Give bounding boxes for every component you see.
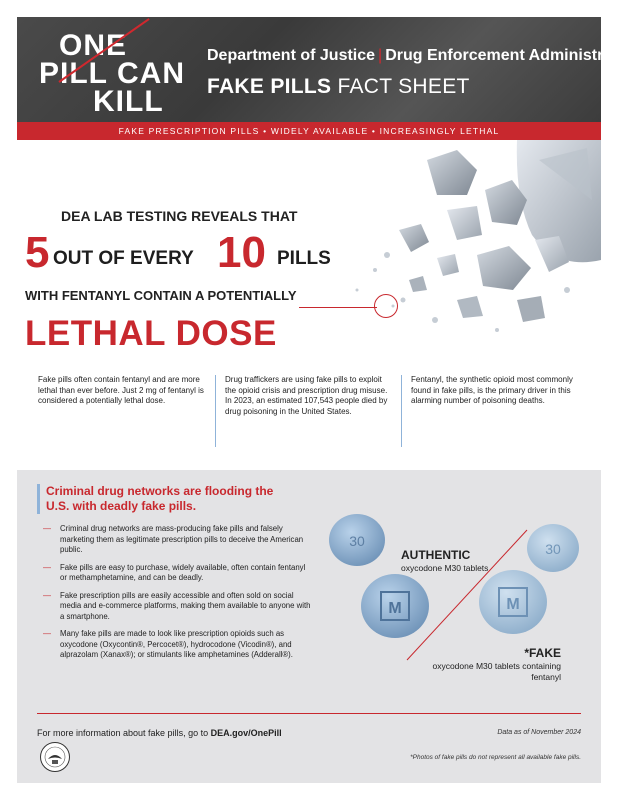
- fact-column-3: Fentanyl, the synthetic opioid most commonly found in fake pills, is the primary driver in this alarming number of poisoning deaths.: [411, 375, 573, 405]
- fact-column-1: Fake pills often contain fentanyl and are more lethal than ever before. Just 2 mg of fentanyl is considered a potentially lethal dose.: [38, 375, 204, 405]
- stat-number-10: 10: [217, 228, 266, 277]
- authentic-sub: oxycodone M30 tablets: [401, 563, 489, 573]
- logo-word: PILL: [39, 57, 108, 90]
- page-title: [207, 75, 470, 99]
- agency-dea: Drug Enforcement Administration: [385, 47, 642, 64]
- hero-section: [17, 140, 601, 370]
- more-info-prefix: For more information about fake pills, go to: [37, 728, 211, 738]
- more-info-link[interactable]: DEA.gov/OnePill: [210, 728, 282, 738]
- logo-word: CAN: [117, 57, 185, 90]
- agency-line: [207, 47, 642, 65]
- logo-word: ONE: [59, 29, 128, 62]
- stat-number-5: 5: [25, 228, 50, 277]
- data-as-of: Data as of November 2024: [497, 729, 581, 736]
- one-pill-can-kill-logo: [39, 29, 189, 118]
- list-item: — Fake pills are easy to purchase, widely available, often contain fentanyl or methamphetamine, and can be deadly.: [43, 563, 313, 584]
- pill-imprint: M: [388, 600, 402, 617]
- title-rest: FACT SHEET: [331, 75, 470, 98]
- list-item: — Fake prescription pills are easily accessible and often sold on social media and e-commerce platforms, making them available to anyone with a smartphone.: [43, 591, 313, 623]
- agency-doj: Department of Justice: [207, 47, 376, 64]
- stat-middle-text: OUT OF EVERY: [53, 248, 194, 269]
- pill-imprint: 30: [545, 541, 561, 557]
- lethal-dose-headline: LETHAL DOSE: [25, 314, 277, 353]
- agency-separator: |: [378, 47, 383, 64]
- dea-seal-icon: [39, 741, 71, 773]
- networks-heading: Criminal drug networks are flooding the U.S. with deadly fake pills.: [37, 484, 297, 514]
- list-item: — Criminal drug networks are mass-producing fake pills and falsely marketing them as legitimate prescription pills to deceive the American public.: [43, 524, 313, 556]
- header-banner: [17, 17, 642, 122]
- fact-column-2: Drug traffickers are using fake pills to exploit the opioid crisis and prescription drug misuse. In 2023, an estimated 107,543 people died by drug poisoning in the United States.: [225, 375, 388, 416]
- pill-imprint: M: [506, 596, 520, 613]
- column-divider: [401, 375, 402, 447]
- hero-subline: WITH FENTANYL CONTAIN A POTENTIALLY: [25, 288, 297, 303]
- callout-circle: [374, 294, 398, 318]
- tagline-bar: FAKE PRESCRIPTION PILLS • WIDELY AVAILABLE • INCREASINGLY LETHAL: [17, 122, 601, 140]
- title-bold: FAKE PILLS: [207, 75, 332, 98]
- stat-end-text: PILLS: [277, 248, 331, 269]
- authentic-label: AUTHENTIC: [401, 548, 471, 562]
- list-item: — Many fake pills are made to look like prescription opioids such as oxycodone (Oxycontin®, Percocet®), hydrocodone (Vicodin®), and alprazolam (Xanax®); or stimulants like amphetamines (Adderall®).: [43, 629, 313, 661]
- pill-imprint: 30: [349, 533, 365, 549]
- logo-word: KILL: [93, 85, 164, 118]
- hero-intro: DEA LAB TESTING REVEALS THAT: [61, 208, 298, 224]
- fact-sheet-page: [17, 17, 642, 783]
- networks-bullets: [43, 524, 313, 668]
- fake-sub: oxycodone M30 tablets containing fentanyl: [432, 661, 561, 682]
- more-info-line: [37, 728, 282, 738]
- crushed-pill-illustration: [317, 140, 601, 340]
- fact-columns: [17, 375, 601, 455]
- photos-disclaimer: *Photos of fake pills do not represent all available fake pills.: [410, 754, 581, 761]
- footer-divider: [37, 713, 581, 714]
- fake-label: *FAKE: [524, 646, 561, 660]
- callout-line: [299, 307, 377, 308]
- networks-section: [17, 470, 601, 783]
- column-divider: [215, 375, 216, 447]
